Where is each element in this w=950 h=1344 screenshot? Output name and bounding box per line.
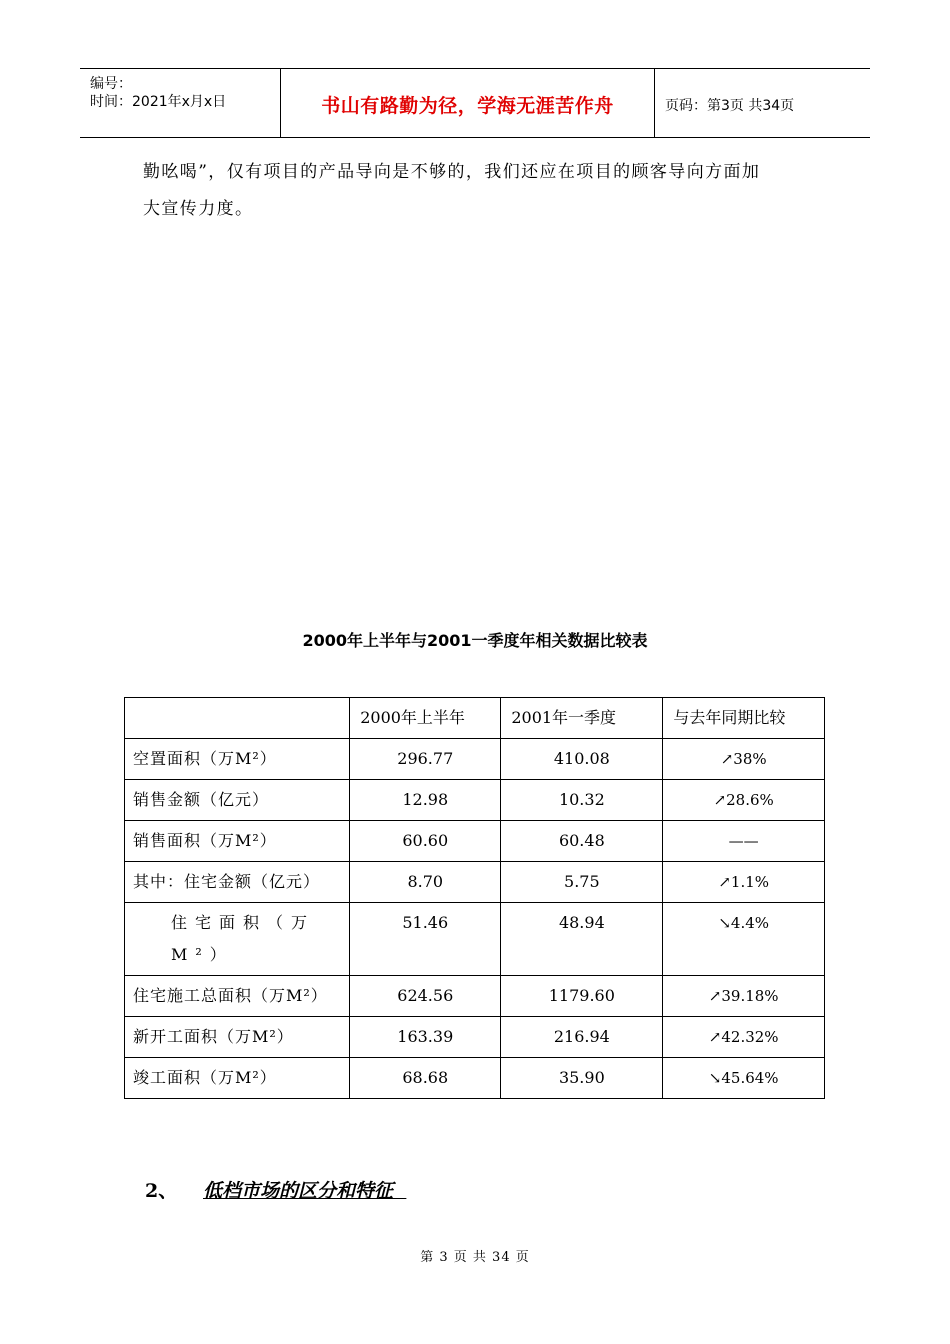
table-row xyxy=(125,821,825,862)
section-title: 低档市场的区分和特征 xyxy=(203,1180,394,1202)
value-2001: 5.75 xyxy=(501,862,663,903)
table-row xyxy=(125,903,825,976)
header-motto: 书山有路勤为径，学海无涯苦作舟 xyxy=(321,95,614,117)
body-paragraph-line-1: 勤吆喝”，仅有项目的产品导向是不够的，我们还应在项目的顾客导向方面加 xyxy=(143,162,761,182)
value-2001: 410.08 xyxy=(501,739,663,780)
row-label: 销售面积（万M²） xyxy=(125,821,350,862)
value-change: ↘45.64% xyxy=(663,1058,825,1099)
table-row xyxy=(125,976,825,1017)
value-2001: 60.48 xyxy=(501,821,663,862)
row-label: 竣工面积（万M²） xyxy=(125,1058,350,1099)
table-row xyxy=(125,780,825,821)
value-2000: 624.56 xyxy=(350,976,501,1017)
value-2001: 10.32 xyxy=(501,780,663,821)
value-change: ↘4.4% xyxy=(663,903,825,976)
row-label: 其中：住宅金额（亿元） xyxy=(125,862,350,903)
value-2001: 216.94 xyxy=(501,1017,663,1058)
value-2001: 35.90 xyxy=(501,1058,663,1099)
value-2000: 8.70 xyxy=(350,862,501,903)
row-label: 住宅施工总面积（万M²） xyxy=(125,976,350,1017)
header-page-cell xyxy=(655,69,870,137)
header-cell-change: 与去年同期比较 xyxy=(663,698,825,739)
row-label: 空置面积（万M²） xyxy=(125,739,350,780)
body-paragraph-line-2: 大宣传力度。 xyxy=(143,199,254,219)
table-header-row xyxy=(125,698,825,739)
value-2000: 60.60 xyxy=(350,821,501,862)
value-change: ↗28.6% xyxy=(663,780,825,821)
value-change: ↗1.1% xyxy=(663,862,825,903)
value-2001: 1179.60 xyxy=(501,976,663,1017)
value-change: —— xyxy=(663,821,825,862)
value-2000: 163.39 xyxy=(350,1017,501,1058)
value-2000: 68.68 xyxy=(350,1058,501,1099)
serial-number-label: 编号： xyxy=(90,76,132,92)
header-cell-empty xyxy=(125,698,350,739)
value-2001: 48.94 xyxy=(501,903,663,976)
table-row xyxy=(125,862,825,903)
row-label: 销售金额（亿元） xyxy=(125,780,350,821)
page-footer: 第 3 页 共 34 页 xyxy=(420,1250,530,1265)
header-cell-2000: 2000年上半年 xyxy=(350,698,501,739)
row-label: 新开工面积（万M²） xyxy=(125,1017,350,1058)
row-label: 住宅面积（万M²） xyxy=(171,913,316,964)
value-2000: 12.98 xyxy=(350,780,501,821)
value-change: ↗42.32% xyxy=(663,1017,825,1058)
table-row xyxy=(125,1017,825,1058)
value-2000: 51.46 xyxy=(350,903,501,976)
header-meta-cell xyxy=(80,69,280,137)
date-label: 时间：2021年x月x日 xyxy=(90,94,227,110)
header-page-number: 页码：第3页 共34页 xyxy=(665,98,795,114)
value-change: ↗38% xyxy=(663,739,825,780)
table-row xyxy=(125,1058,825,1099)
table-title: 2000年上半年与2001一季度年相关数据比较表 xyxy=(302,631,648,650)
value-change: ↗39.18% xyxy=(663,976,825,1017)
header-motto-cell xyxy=(280,69,655,137)
section-heading xyxy=(145,1176,406,1203)
row-label-indented xyxy=(125,903,350,976)
value-2000: 296.77 xyxy=(350,739,501,780)
page-header xyxy=(80,68,870,138)
table-row xyxy=(125,739,825,780)
comparison-table xyxy=(124,697,825,1099)
header-cell-2001: 2001年一季度 xyxy=(501,698,663,739)
section-number: 2、 xyxy=(145,1180,178,1202)
